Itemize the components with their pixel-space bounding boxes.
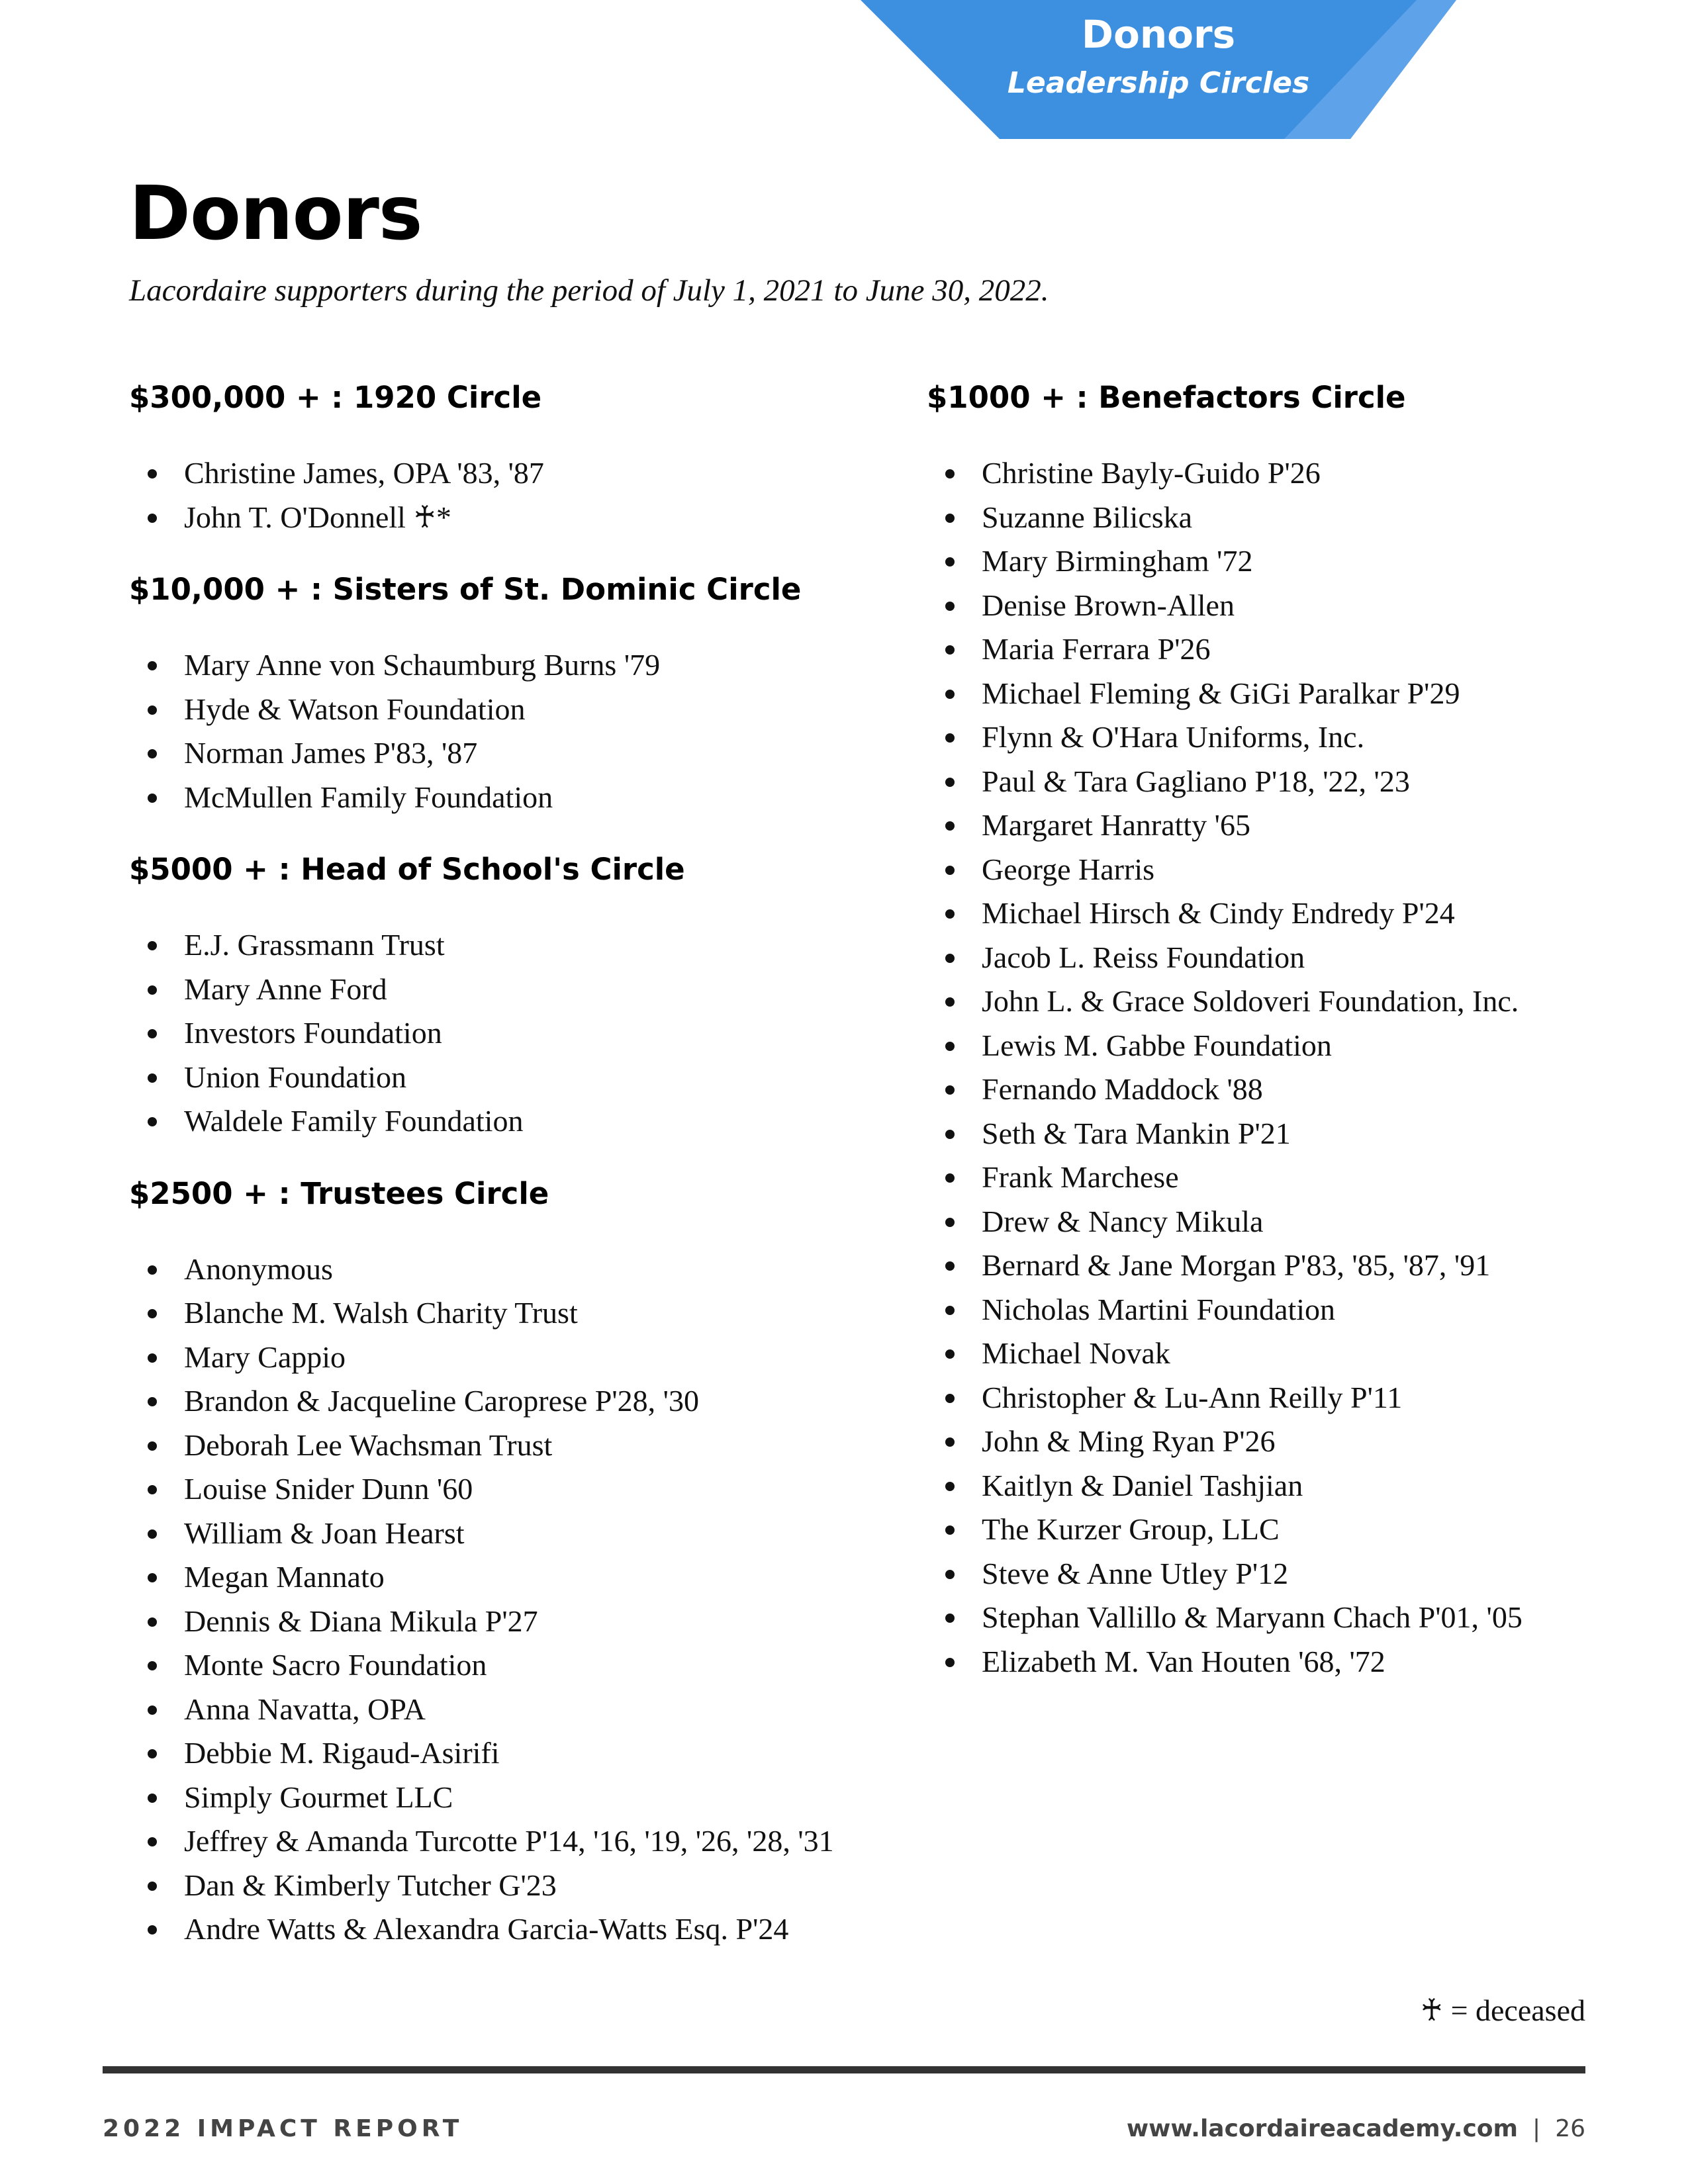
donor-list-item — [927, 979, 1589, 1024]
donor-list-item — [129, 1424, 884, 1468]
circle-heading: $300,000 + : 1920 Circle — [129, 380, 542, 415]
bullet-icon — [945, 645, 955, 655]
donor-list-item — [129, 1336, 884, 1380]
donor-list-item — [129, 1248, 884, 1292]
donor-list-item — [927, 1112, 1589, 1156]
left-column — [129, 376, 884, 1980]
donor-name: E.J. Grassmann Trust — [184, 928, 445, 962]
donor-list-item — [927, 936, 1589, 980]
bullet-icon — [148, 1925, 157, 1934]
deceased-legend: ♰ = deceased — [1420, 1993, 1585, 2027]
donor-list-item — [129, 1776, 884, 1820]
bullet-icon — [945, 1437, 955, 1447]
footer-separator: | — [1532, 2115, 1541, 2142]
bullet-icon — [945, 778, 955, 787]
donor-name: Jeffrey & Amanda Turcotte P'14, '16, '19, '26, '28, '31 — [184, 1824, 834, 1858]
bullet-icon — [945, 733, 955, 743]
bullet-icon — [148, 1837, 157, 1846]
donor-list-item — [927, 1640, 1589, 1684]
donor-list-item — [927, 627, 1589, 672]
banner-subtitle: Leadership Circles — [1007, 66, 1310, 100]
bullet-icon — [945, 690, 955, 699]
donor-name: Anna Navatta, OPA — [184, 1692, 426, 1726]
donor-name: Louise Snider Dunn '60 — [184, 1472, 473, 1506]
bullet-icon — [148, 1617, 157, 1627]
donor-name: Hyde & Watson Foundation — [184, 692, 526, 726]
donor-name: Andre Watts & Alexandra Garcia-Watts Esq. P'24 — [184, 1912, 789, 1946]
donor-list-item — [129, 1731, 884, 1776]
bullet-icon — [148, 794, 157, 803]
donor-list-item — [927, 1024, 1589, 1068]
bullet-icon — [148, 1573, 157, 1582]
bullet-icon — [148, 661, 157, 670]
donor-name: Deborah Lee Wachsman Trust — [184, 1428, 553, 1462]
donor-list-item — [927, 1596, 1589, 1640]
bullet-icon — [148, 1882, 157, 1891]
donor-name: John T. O'Donnell ♰* — [184, 500, 451, 534]
circle-heading: $10,000 + : Sisters of St. Dominic Circle — [129, 572, 802, 607]
donor-list-item — [129, 776, 884, 820]
donor-list-item — [927, 1156, 1589, 1200]
donor-name: George Harris — [982, 852, 1154, 886]
page-number: 26 — [1555, 2115, 1585, 2142]
donor-list-item — [927, 539, 1589, 584]
donor-list-item — [129, 731, 884, 776]
bullet-icon — [148, 1265, 157, 1275]
donor-list-item — [927, 760, 1589, 804]
donor-name: Frank Marchese — [982, 1160, 1179, 1194]
donor-list-item — [129, 688, 884, 732]
donor-list-item — [129, 451, 884, 496]
donor-list-item — [129, 1056, 884, 1100]
donor-name: Waldele Family Foundation — [184, 1104, 524, 1138]
donor-name: Mary Anne Ford — [184, 972, 387, 1006]
donor-list-item — [927, 1552, 1589, 1596]
bullet-icon — [148, 514, 157, 523]
donor-name: Christopher & Lu-Ann Reilly P'11 — [982, 1380, 1403, 1414]
donor-list — [129, 451, 884, 539]
bullet-icon — [148, 1029, 157, 1038]
donor-list-item — [927, 715, 1589, 760]
footer-right — [1127, 2115, 1585, 2142]
bullet-icon — [945, 602, 955, 611]
bullet-icon — [148, 469, 157, 478]
donor-name: Michael Novak — [982, 1336, 1170, 1370]
donor-name: Michael Fleming & GiGi Paralkar P'29 — [982, 676, 1460, 710]
right-column — [927, 376, 1589, 1712]
page-subtitle: Lacordaire supporters during the period of July 1, 2021 to June 30, 2022. — [129, 273, 1049, 308]
bullet-icon — [945, 1349, 955, 1359]
donor-list-item — [129, 1688, 884, 1732]
bullet-icon — [148, 1309, 157, 1318]
footer-report-label: 2022 IMPACT REPORT — [103, 2115, 463, 2142]
donor-name: Bernard & Jane Morgan P'83, '85, '87, '91 — [982, 1248, 1491, 1282]
donor-list — [129, 643, 884, 819]
donor-name: Megan Mannato — [184, 1560, 385, 1594]
donor-list-item — [129, 1555, 884, 1600]
donor-name: Margaret Hanratty '65 — [982, 808, 1250, 842]
bullet-icon — [945, 469, 955, 478]
donor-list-item — [129, 1512, 884, 1556]
donor-name: Mary Cappio — [184, 1340, 346, 1374]
donor-list-item — [129, 1643, 884, 1688]
donor-name: Union Foundation — [184, 1060, 407, 1094]
donor-name: John & Ming Ryan P'26 — [982, 1424, 1276, 1458]
bullet-icon — [945, 557, 955, 567]
donor-name: Mary Anne von Schaumburg Burns '79 — [184, 648, 661, 682]
bullet-icon — [945, 821, 955, 831]
bullet-icon — [148, 1749, 157, 1758]
donor-name: Debbie M. Rigaud-Asirifi — [184, 1736, 500, 1770]
footer-divider — [103, 2066, 1585, 2073]
donor-name: Christine James, OPA '83, '87 — [184, 456, 544, 490]
donor-name: Seth & Tara Mankin P'21 — [982, 1116, 1291, 1150]
donor-list-item — [927, 1376, 1589, 1420]
donor-name: McMullen Family Foundation — [184, 780, 553, 814]
donor-name: Stephan Vallillo & Maryann Chach P'01, '05 — [982, 1600, 1523, 1634]
bullet-icon — [148, 1661, 157, 1670]
donor-name: Lewis M. Gabbe Foundation — [982, 1028, 1332, 1062]
bullet-icon — [945, 1525, 955, 1535]
bullet-icon — [148, 1706, 157, 1715]
donor-name: Simply Gourmet LLC — [184, 1780, 453, 1814]
bullet-icon — [148, 1529, 157, 1539]
bullet-icon — [148, 1794, 157, 1803]
bullet-icon — [945, 1482, 955, 1491]
donor-name: Monte Sacro Foundation — [184, 1648, 487, 1682]
donor-list — [927, 451, 1589, 1684]
donor-list — [129, 923, 884, 1144]
bullet-icon — [148, 1353, 157, 1363]
bullet-icon — [945, 1570, 955, 1579]
donor-list-item — [927, 848, 1589, 892]
donor-list-item — [129, 643, 884, 688]
bullet-icon — [148, 941, 157, 950]
donor-name: Kaitlyn & Daniel Tashjian — [982, 1468, 1303, 1502]
donor-name: Nicholas Martini Foundation — [982, 1292, 1336, 1326]
donor-list-item — [129, 1011, 884, 1056]
donor-name: Mary Birmingham '72 — [982, 544, 1253, 578]
donor-name: Michael Hirsch & Cindy Endredy P'24 — [982, 896, 1455, 930]
donor-list-item — [927, 1420, 1589, 1464]
circle-heading: $1000 + : Benefactors Circle — [927, 380, 1406, 415]
donor-list-item — [927, 803, 1589, 848]
bullet-icon — [945, 1261, 955, 1271]
bullet-icon — [148, 985, 157, 995]
donor-list-item — [129, 968, 884, 1012]
donor-name: Steve & Anne Utley P'12 — [982, 1556, 1289, 1590]
bullet-icon — [945, 909, 955, 919]
donor-name: John L. & Grace Soldoveri Foundation, Inc. — [982, 984, 1519, 1018]
donor-list — [129, 1248, 884, 1952]
donor-name: Flynn & O'Hara Uniforms, Inc. — [982, 720, 1365, 754]
donor-list-item — [129, 1467, 884, 1512]
donor-list-item — [129, 1291, 884, 1336]
donor-name: Suzanne Bilicska — [982, 500, 1193, 534]
donor-name: William & Joan Hearst — [184, 1516, 465, 1550]
bullet-icon — [945, 1218, 955, 1227]
bullet-icon — [945, 1658, 955, 1667]
donor-name: Dennis & Diana Mikula P'27 — [184, 1604, 538, 1638]
donor-list-item — [129, 1907, 884, 1952]
donor-name: Anonymous — [184, 1251, 333, 1286]
bullet-icon — [148, 1485, 157, 1494]
bullet-icon — [945, 997, 955, 1007]
donor-name: Paul & Tara Gagliano P'18, '22, '23 — [982, 764, 1410, 798]
donor-name: Maria Ferrara P'26 — [982, 632, 1211, 666]
donor-list-item — [129, 923, 884, 968]
donor-list-item — [129, 1099, 884, 1144]
footer-website-link[interactable]: www.lacordaireacademy.com — [1126, 2115, 1519, 2142]
donor-list-item — [927, 584, 1589, 628]
donor-list-item — [927, 1068, 1589, 1112]
donor-list-item — [927, 891, 1589, 936]
circle-heading: $2500 + : Trustees Circle — [129, 1175, 549, 1211]
donor-list-item — [927, 1288, 1589, 1332]
bullet-icon — [148, 1117, 157, 1126]
banner-title: Donors — [1081, 12, 1236, 57]
page-title: Donors — [129, 171, 422, 257]
donor-name: Dan & Kimberly Tutcher G'23 — [184, 1868, 557, 1902]
bullet-icon — [945, 866, 955, 875]
bullet-icon — [148, 1441, 157, 1451]
donor-name: Drew & Nancy Mikula — [982, 1204, 1264, 1238]
donor-list-item — [927, 1244, 1589, 1288]
donor-list-item — [927, 672, 1589, 716]
donor-list-item — [129, 1379, 884, 1424]
circle-heading: $5000 + : Head of School's Circle — [129, 852, 685, 887]
bullet-icon — [148, 749, 157, 758]
bullet-icon — [945, 1130, 955, 1139]
bullet-icon — [945, 1085, 955, 1095]
donor-list-item — [129, 1864, 884, 1908]
donor-name: Norman James P'83, '87 — [184, 736, 478, 770]
bullet-icon — [945, 1042, 955, 1051]
bullet-icon — [945, 1306, 955, 1315]
donor-name: Denise Brown-Allen — [982, 588, 1235, 622]
donor-name: Investors Foundation — [184, 1016, 442, 1050]
donor-name: The Kurzer Group, LLC — [982, 1512, 1280, 1546]
donor-list-item — [129, 1819, 884, 1864]
bullet-icon — [945, 1614, 955, 1623]
bullet-icon — [148, 1073, 157, 1083]
donor-list-item — [129, 496, 884, 540]
donor-name: Fernando Maddock '88 — [982, 1072, 1263, 1106]
donor-name: Elizabeth M. Van Houten '68, '72 — [982, 1644, 1385, 1678]
donor-list-item — [129, 1600, 884, 1644]
bullet-icon — [148, 1397, 157, 1406]
bullet-icon — [945, 1173, 955, 1183]
donor-list-item — [927, 1332, 1589, 1376]
header-banner — [861, 0, 1456, 139]
donor-name: Brandon & Jacqueline Caroprese P'28, '30 — [184, 1384, 699, 1418]
donor-name: Blanche M. Walsh Charity Trust — [184, 1296, 578, 1330]
bullet-icon — [148, 705, 157, 715]
donor-name: Christine Bayly-Guido P'26 — [982, 456, 1321, 490]
bullet-icon — [945, 954, 955, 963]
donor-list-item — [927, 1464, 1589, 1508]
bullet-icon — [945, 514, 955, 523]
bullet-icon — [945, 1394, 955, 1403]
donor-list-item — [927, 1200, 1589, 1244]
donor-list-item — [927, 451, 1589, 496]
donor-list-item — [927, 1508, 1589, 1552]
donor-name: Jacob L. Reiss Foundation — [982, 940, 1305, 974]
donor-list-item — [927, 496, 1589, 540]
